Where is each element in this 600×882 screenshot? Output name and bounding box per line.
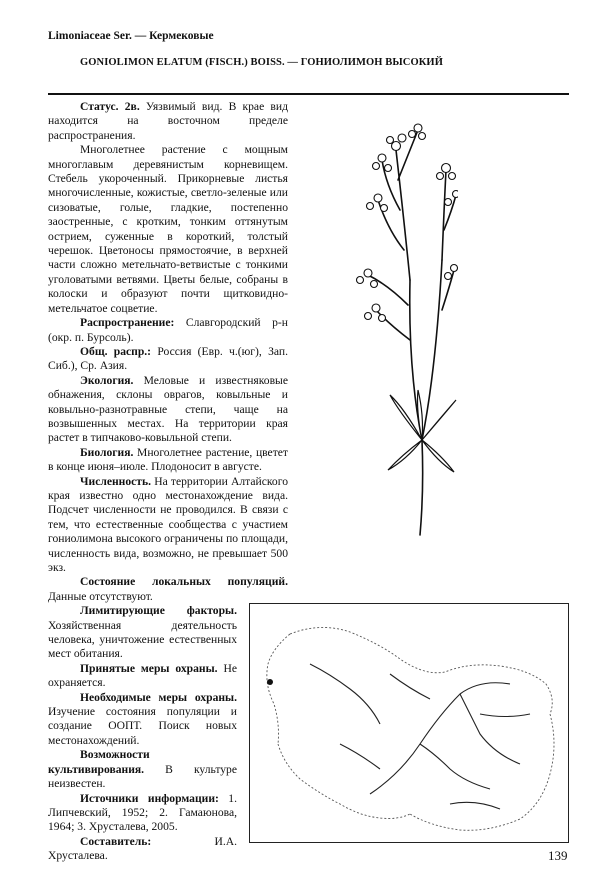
sources-text: 1. Липчевский, 1952; 2. Гамаюнова, 1964; 3. Хрусталева, 2005. xyxy=(48,791,237,834)
abundance-text: На территории Алтайского края известно одно местонахождение вида. Подсчет численности не проводился. В связи с тем, что естественные сообщества с участием гониолимона высокого ограничены по площади, численность вида, возможно, не превышает 500 экз. xyxy=(48,474,288,574)
compiler-label: Составитель: xyxy=(80,834,152,848)
general-range-label: Общ. распр.: xyxy=(80,344,152,358)
compiler-text: И.А. Хрусталева. xyxy=(48,834,237,863)
plant-illustration xyxy=(338,110,458,540)
page-number: 139 xyxy=(548,848,568,863)
measures-needed-label: Необходимые меры охраны. xyxy=(80,690,237,704)
species-title: GONIOLIMON ELATUM (FISCH.) BOISS. — ГОНИОЛИМОН ВЫСОКИЙ xyxy=(80,57,443,68)
general-range-paragraph xyxy=(48,345,288,374)
status-label: Статус. 2в. xyxy=(80,100,140,113)
ecology-paragraph xyxy=(48,374,288,446)
cultivation-paragraph xyxy=(48,748,237,791)
distribution-paragraph xyxy=(48,316,288,345)
limiting-label: Лимитирующие факторы. xyxy=(80,604,237,618)
distribution-map xyxy=(249,603,569,843)
cultivation-label: Возможности культивирования. xyxy=(48,748,150,776)
abundance-paragraph xyxy=(48,475,288,576)
biology-label: Биология. xyxy=(80,445,134,459)
limiting-text: Хозяйственная деятельность человека, уничтожение естественных мест обитания. xyxy=(48,618,237,661)
narrow-text-block xyxy=(48,604,237,863)
measures-taken-paragraph xyxy=(48,662,237,691)
measures-needed-paragraph xyxy=(48,691,237,749)
description-paragraph: Многолетнее растение с мощным многоглавым деревянистым корневищем. Стебель укороченный. Прикорневые листья многочисленные, кожистые, светло-зеленые или сизоватые, голые, гладкие, постепенно заостренные, с кротким, тонким оттянутым острием, суженные в короткий, толстый черешок. Цветоносы прямостоячие, в верхней части сложно метельчато-ветвистые с тонкими уголоватыми ветвями. Цветы белые, собраны в колоски и образуют почти щитковидно-метельчатое соцветие. xyxy=(48,143,288,315)
local-populations-text: Данные отсутствуют. xyxy=(48,589,153,603)
header-rule xyxy=(48,93,569,95)
measures-taken-label: Принятые меры охраны. xyxy=(80,661,218,675)
location-marker xyxy=(267,679,273,685)
local-populations-label: Состояние локальных популяций. xyxy=(80,575,288,589)
abundance-label: Численность. xyxy=(80,474,152,488)
distribution-label: Распространение: xyxy=(80,316,175,330)
status-paragraph xyxy=(48,100,288,143)
local-populations-paragraph xyxy=(48,575,288,604)
general-range-text: Россия (Евр. ч.(юг), Зап. Сиб.), Ср. Азия. xyxy=(48,344,288,373)
cultivation-text: В культуре неизвестен. xyxy=(48,762,237,791)
distribution-text: Славгородский р-н (окр. п. Бурсоль). xyxy=(48,316,288,344)
measures-needed-text: Изучение состояния популяции и создание ООПТ. Поиск новых местонахождений. xyxy=(48,705,237,747)
ecology-text: Меловые и известняковые обнажения, склоны оврагов, ковыльные и ковыльно-разнотравные степи, чаще на возвышенных местах. На территории края растет в типчаково-ковыльной степи. xyxy=(48,373,288,445)
biology-text: Многолетнее растение, цветет в конце июня–июле. Плодоносит в августе. xyxy=(48,445,288,474)
biology-paragraph xyxy=(48,446,288,475)
map-drawing xyxy=(250,604,568,842)
sources-paragraph xyxy=(48,792,237,835)
limiting-paragraph xyxy=(48,604,237,662)
ecology-label: Экология. xyxy=(80,373,134,387)
compiler-paragraph xyxy=(48,835,237,864)
sources-label: Источники информации: xyxy=(80,791,219,805)
measures-taken-text: Не охраняется. xyxy=(48,661,237,690)
family-header: Limoniaceae Ser. — Кермековые xyxy=(48,30,214,42)
status-text: Уязвимый вид. В крае вид находится на восточном пределе распространения. xyxy=(48,100,288,142)
